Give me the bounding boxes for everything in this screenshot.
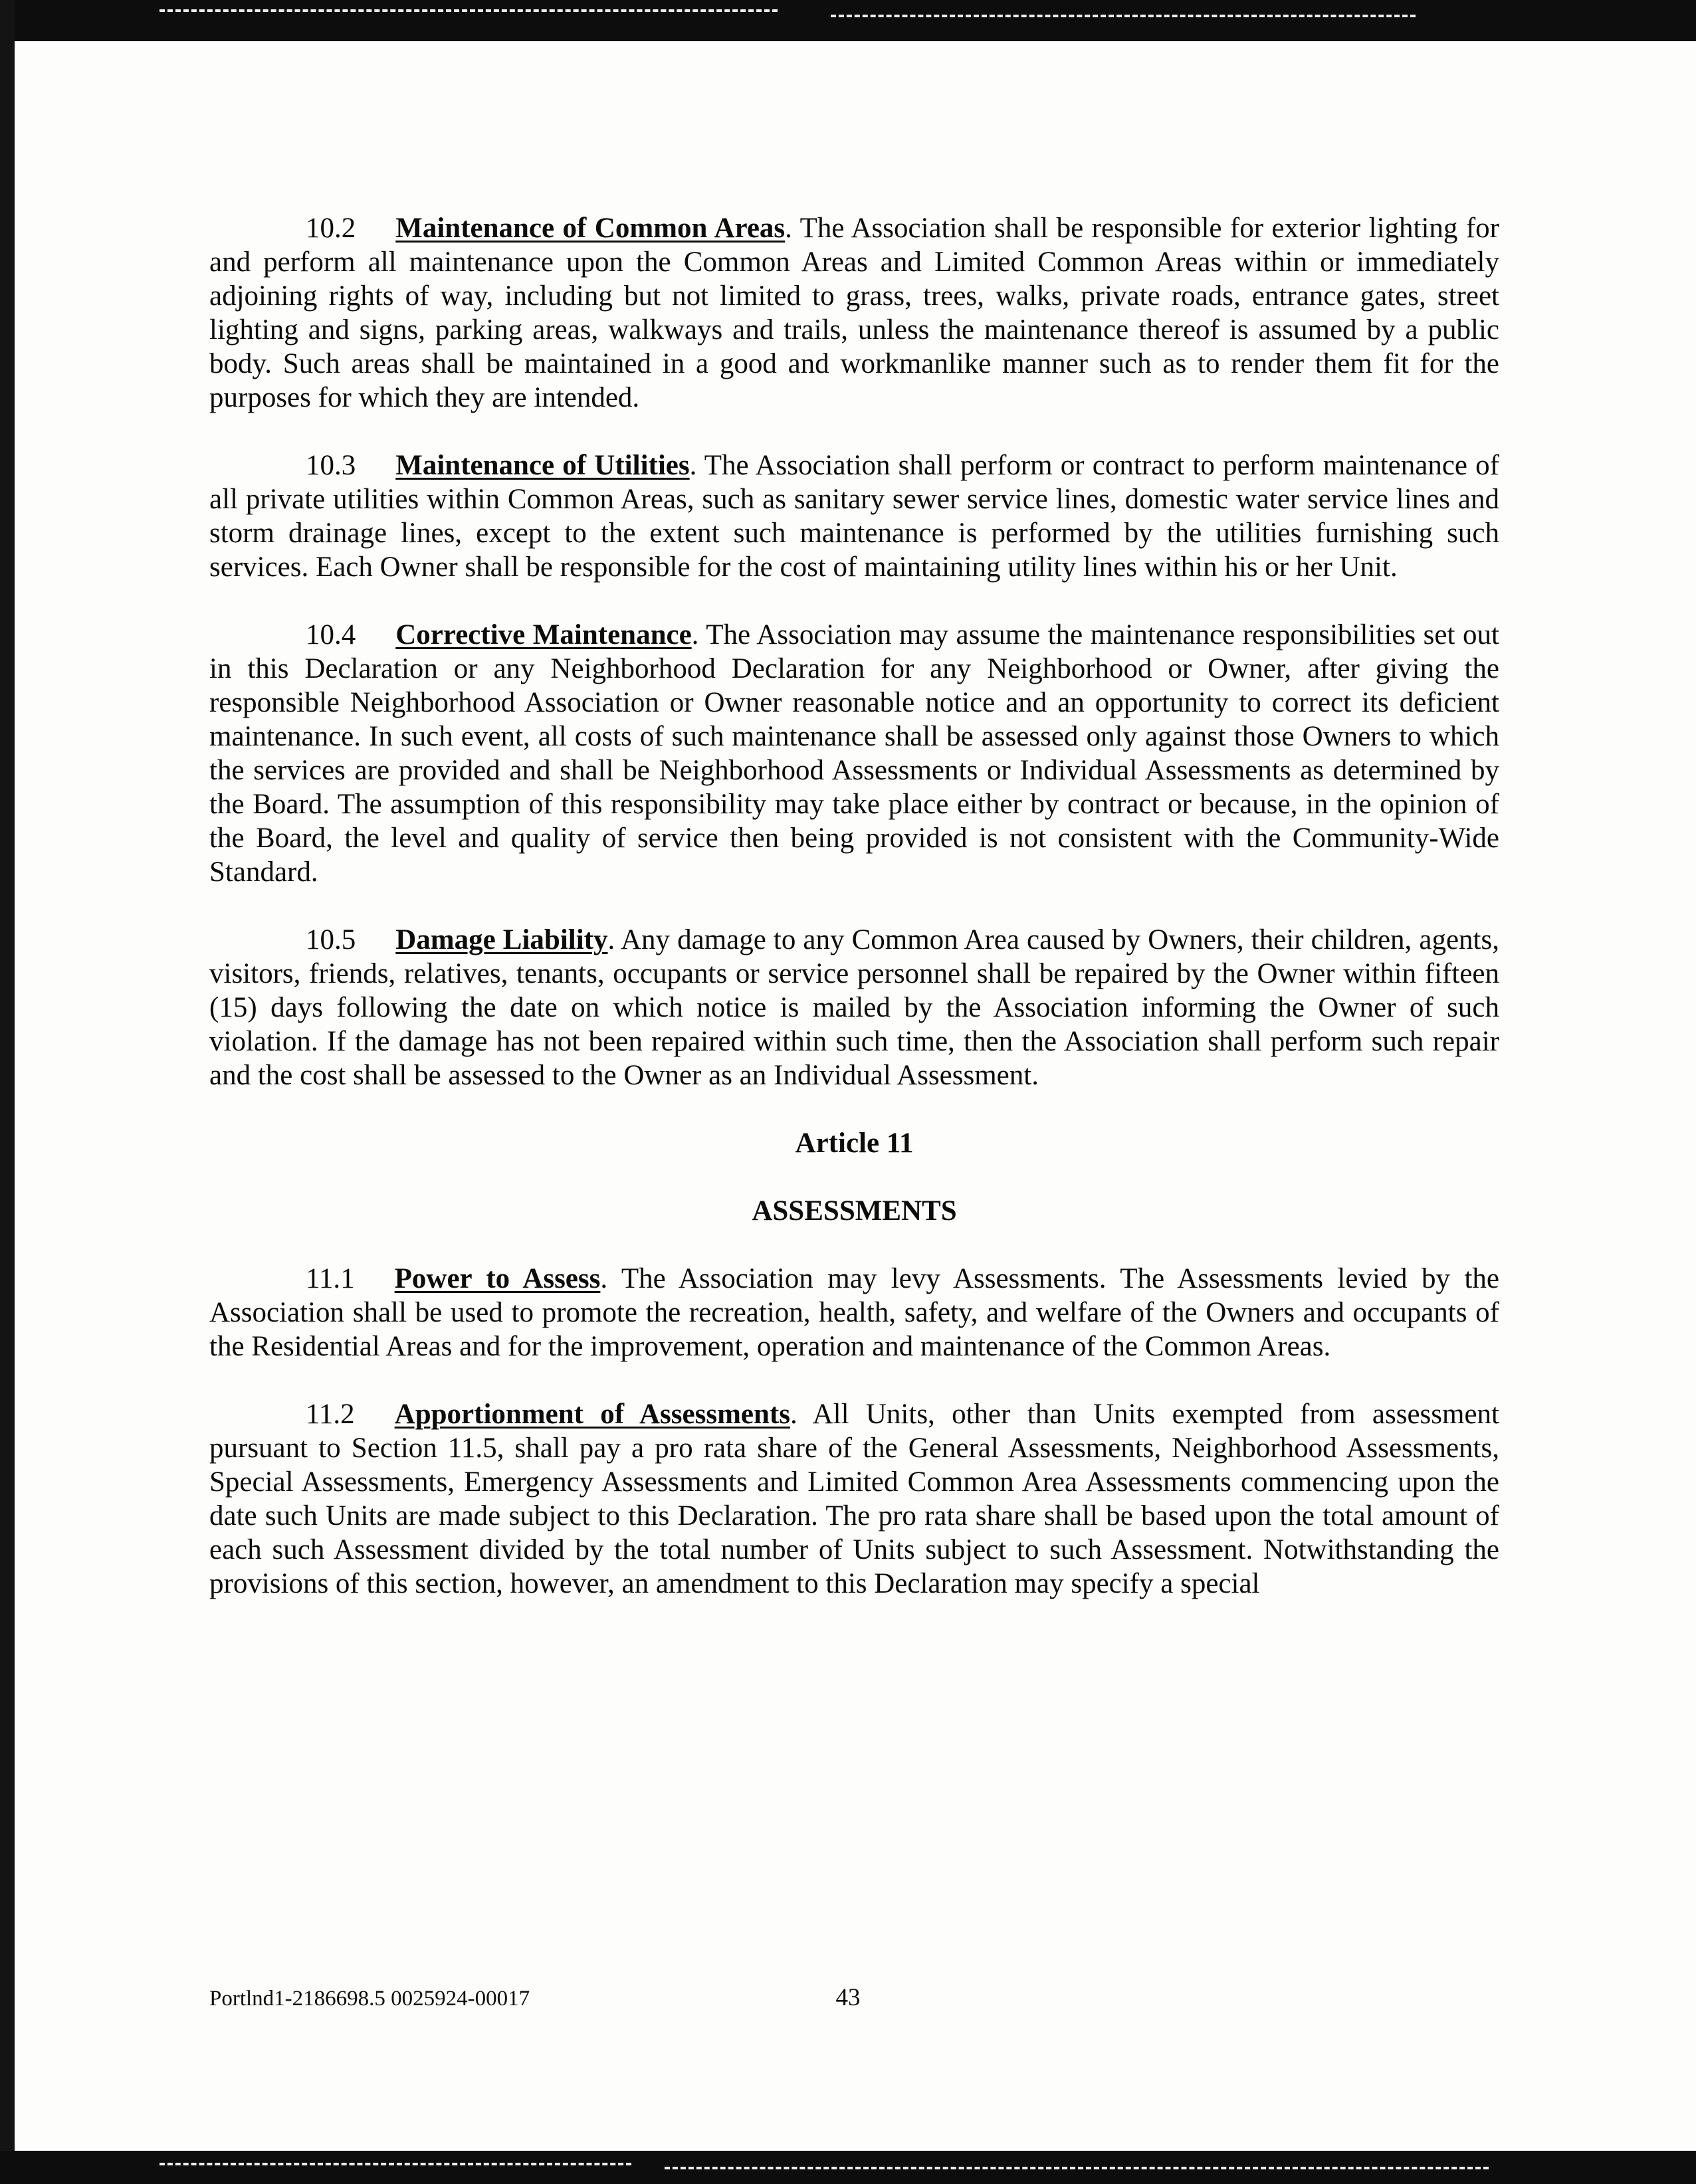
scan-dash-mark bbox=[159, 2163, 631, 2165]
section-paragraph-10-5 bbox=[209, 923, 1499, 1092]
section-number: 11.2 bbox=[306, 1399, 355, 1430]
scan-dash-mark bbox=[159, 9, 778, 12]
section-number: 10.2 bbox=[306, 213, 356, 244]
section-number: 10.5 bbox=[306, 924, 356, 955]
section-paragraph-10-3 bbox=[209, 448, 1499, 584]
section-title: Maintenance of Utilities bbox=[395, 450, 690, 481]
section-title: Apportionment of Assessments bbox=[394, 1399, 790, 1430]
section-title: Maintenance of Common Areas bbox=[395, 213, 786, 244]
section-body: . Any damage to any Common Area caused by Owners, their children, agents, visitors, friends, relatives, tenants, occupants or service personnel shall be repaired by the Owner within fifteen (15) days following the date on which notice is mailed by the Association informing the Owner of such violation. If the damage has not been repaired within such time, then the Association shall perform such repair and the cost shall be assessed to the Owner as an Individual Assessment. bbox=[209, 924, 1499, 1091]
footer-document-id: Portlnd1-2186698.5 0025924-00017 bbox=[209, 1987, 530, 2011]
section-body: . The Association shall be responsible for exterior lighting for and perform all maintenance upon the Common Areas and Limited Common Areas within or immediately adjoining rights of way, including but not limited to grass, trees, walks, private roads, entrance gates, street lighting and signs, parking areas, walkways and trails, unless the maintenance thereof is assumed by a public body. Such areas shall be maintained in a good and workmanlike manner such as to render them fit for the purposes for which they are intended. bbox=[209, 213, 1499, 413]
section-body: . The Association may levy Assessments. The Assessments levied by the Association shall be used to promote the recreation, health, safety, and welfare of the Owners and occupants of the Residential Areas and for the improvement, operation and maintenance of the Common Areas. bbox=[209, 1263, 1499, 1362]
section-paragraph-10-4 bbox=[209, 618, 1499, 889]
section-number: 10.4 bbox=[306, 619, 356, 650]
section-paragraph-10-2 bbox=[209, 211, 1499, 415]
scan-artifact-left-strip bbox=[0, 0, 15, 2184]
section-body: . The Association shall perform or contract to perform maintenance of all private utilities within Common Areas, such as sanitary sewer service lines, domestic water service lines and storm drainage lines, except to the extent such maintenance is performed by the utilities furnishing such services. Each Owner shall be responsible for the cost of maintaining utility lines within his or her Unit. bbox=[209, 450, 1499, 583]
section-paragraph-11-2 bbox=[209, 1397, 1499, 1601]
scan-dash-mark bbox=[831, 15, 1416, 17]
footer-page-number: 43 bbox=[835, 1984, 861, 2011]
article-heading: Article 11 bbox=[795, 1128, 914, 1159]
section-number: 11.1 bbox=[306, 1263, 355, 1294]
section-title: Damage Liability bbox=[395, 924, 608, 955]
section-body: . The Association may assume the maintenance responsibilities set out in this Declaration or any Neighborhood Declaration for any Neighborhood or Owner, after giving the responsible Neighborhood Association or Owner reasonable notice and an opportunity to correct its deficient maintenance. In such event, all costs of such maintenance shall be assessed only against those Owners to which the services are provided and shall be Neighborhood Assessments or Individual Assessments as determined by the Board. The assumption of this responsibility may take place either by contract or because, in the opinion of the Board, the level and quality of service then being provided is not consistent with the Community-Wide Standard. bbox=[209, 619, 1499, 888]
section-body: . All Units, other than Units exempted from assessment pursuant to Section 11.5, shall pay a pro rata share of the General Assessments, Neighborhood Assessments, Special Assessments, Emergency Assessments and Limited Common Area Assessments commencing upon the date such Units are made subject to this Declaration. The pro rata share shall be based upon the total amount of each such Assessment divided by the total number of Units subject to such Assessment. Notwithstanding the provisions of this section, however, an amendment to this Declaration may specify a special bbox=[209, 1399, 1500, 1599]
scan-artifact-bottom-bar bbox=[0, 2151, 1696, 2184]
scan-artifact-top-bar bbox=[0, 0, 1696, 41]
section-title: Corrective Maintenance bbox=[395, 619, 692, 650]
document-content bbox=[209, 211, 1499, 1635]
section-paragraph-11-1 bbox=[209, 1262, 1499, 1363]
scan-dash-mark bbox=[665, 2167, 1489, 2169]
section-number: 10.3 bbox=[306, 450, 356, 481]
section-title: Power to Assess bbox=[394, 1263, 601, 1294]
article-subheading: ASSESSMENTS bbox=[752, 1195, 957, 1227]
